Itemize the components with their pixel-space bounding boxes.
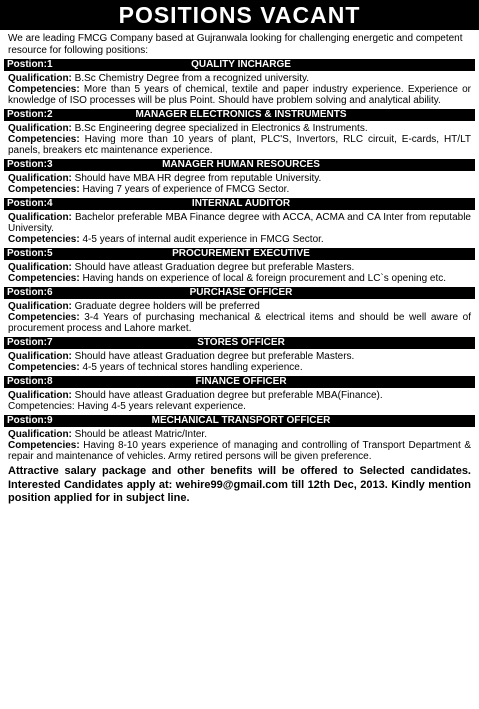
position-header bbox=[4, 198, 475, 210]
position-header bbox=[4, 59, 475, 71]
qualification-label: Qualification: bbox=[8, 73, 72, 84]
competencies-label: Competencies: bbox=[8, 440, 80, 451]
qualification-line bbox=[8, 173, 471, 184]
position-header bbox=[4, 248, 475, 260]
competencies-label: Competencies: bbox=[8, 312, 80, 323]
position-block bbox=[4, 159, 475, 195]
competencies-line bbox=[8, 401, 471, 412]
qualification-text: Graduate degree holders will be preferred bbox=[71, 301, 260, 312]
competencies-line bbox=[8, 184, 471, 195]
position-block bbox=[4, 109, 475, 156]
qualification-line bbox=[8, 123, 471, 134]
competencies-label: Competencies: bbox=[8, 134, 80, 145]
position-title: MECHANICAL TRANSPORT OFFICER bbox=[151, 415, 331, 426]
competencies-text: Having more than 10 years of plant, PLC'S, Invertors, RLC circuit, E-cards, HT/LT panels, breakers etc maintenance experience. bbox=[8, 134, 471, 156]
position-title: MANAGER HUMAN RESOURCES bbox=[162, 159, 320, 170]
qualification-text: Bachelor preferable MBA Finance degree with ACCA, ACMA and CA Inter from reputable University. bbox=[8, 212, 471, 234]
position-block bbox=[4, 59, 475, 106]
qualification-line bbox=[8, 301, 471, 312]
competencies-text: Having 7 years of experience of FMCG Sector. bbox=[79, 184, 290, 195]
page-title: POSITIONS VACANT bbox=[0, 0, 479, 30]
competencies-label: Competencies: bbox=[8, 234, 80, 245]
position-number: Postion:4 bbox=[7, 198, 53, 209]
position-title: INTERNAL AUDITOR bbox=[191, 198, 291, 209]
position-header bbox=[4, 415, 475, 427]
competencies-line bbox=[8, 362, 471, 373]
intro-text: We are leading FMCG Company based at Gujranwala looking for challenging energetic and competent resource for following positions: bbox=[8, 33, 463, 56]
competencies-text: More than 5 years of chemical, textile and paper industry experience. Experience or knowledge of ISO processes will be plus Point. Should have problem solving and analytical ability. bbox=[8, 84, 471, 106]
competencies-label: Competencies: bbox=[8, 401, 75, 412]
position-title: QUALITY INCHARGE bbox=[191, 59, 291, 70]
qualification-label: Qualification: bbox=[8, 301, 72, 312]
competencies-text: 4-5 years of internal audit experience in FMCG Sector. bbox=[79, 234, 324, 245]
qualification-line bbox=[8, 429, 471, 440]
qualification-label: Qualification: bbox=[8, 429, 72, 440]
competencies-label: Competencies: bbox=[8, 184, 80, 195]
position-number: Postion:2 bbox=[7, 109, 53, 120]
position-header bbox=[4, 159, 475, 171]
competencies-line bbox=[8, 273, 471, 284]
qualification-text: Should be atleast Matric/Inter. bbox=[71, 429, 207, 440]
position-number: Postion:6 bbox=[7, 287, 53, 298]
qualification-text: Should have atleast Graduation degree but preferable Masters. bbox=[71, 262, 355, 273]
qualification-text: B.Sc Engineering degree specialized in Electronics & Instruments. bbox=[71, 123, 368, 134]
position-block bbox=[4, 376, 475, 412]
qualification-line bbox=[8, 73, 471, 84]
qualification-label: Qualification: bbox=[8, 173, 72, 184]
position-title: STORES OFFICER bbox=[197, 337, 285, 348]
competencies-text: 3-4 Years of purchasing mechanical & electrical items and should be well aware of procurement process and Lahore market. bbox=[8, 312, 471, 334]
qualification-label: Qualification: bbox=[8, 123, 72, 134]
qualification-line bbox=[8, 262, 471, 273]
competencies-line bbox=[8, 84, 471, 106]
position-block bbox=[4, 337, 475, 373]
position-title: MANAGER ELECTRONICS & INSTRUMENTS bbox=[135, 109, 347, 120]
competencies-text: 4-5 years of technical stores handling experience. bbox=[79, 362, 303, 373]
qualification-line bbox=[8, 212, 471, 234]
position-block bbox=[4, 415, 475, 462]
competencies-text: Having 4-5 years relevant experience. bbox=[74, 401, 246, 412]
competencies-line bbox=[8, 134, 471, 156]
competencies-text: Having hands on experience of local & foreign procurement and LC`s opening etc. bbox=[79, 273, 447, 284]
position-block bbox=[4, 248, 475, 284]
position-block bbox=[4, 287, 475, 334]
competencies-label: Competencies: bbox=[8, 273, 80, 284]
position-number: Postion:7 bbox=[7, 337, 53, 348]
qualification-line bbox=[8, 390, 471, 401]
qualification-label: Qualification: bbox=[8, 212, 72, 223]
position-header bbox=[4, 287, 475, 299]
position-number: Postion:5 bbox=[7, 248, 53, 259]
competencies-line bbox=[8, 234, 471, 245]
position-header bbox=[4, 109, 475, 121]
position-title: PURCHASE OFFICER bbox=[189, 287, 293, 298]
position-number: Postion:1 bbox=[7, 59, 53, 70]
footer-text: Attractive salary package and other benefits will be offered to Selected candidates. Interested Candidates apply at: wehire99@gmail.com till 12th Dec, 2013. Kindly mention position applied for in subject line. bbox=[8, 465, 471, 504]
qualification-line bbox=[8, 351, 471, 362]
position-number: Postion:8 bbox=[7, 376, 53, 387]
position-header bbox=[4, 337, 475, 349]
competencies-line bbox=[8, 312, 471, 334]
qualification-label: Qualification: bbox=[8, 390, 72, 401]
competencies-label: Competencies: bbox=[8, 84, 80, 95]
qualification-label: Qualification: bbox=[8, 351, 72, 362]
qualification-text: Should have atleast Graduation degree but preferable Masters. bbox=[71, 351, 355, 362]
position-number: Postion:3 bbox=[7, 159, 53, 170]
qualification-text: Should have MBA HR degree from reputable University. bbox=[71, 173, 322, 184]
positions-list bbox=[4, 59, 475, 462]
competencies-text: Having 8-10 years experience of managing and controlling of Transport Department & repair and maintenance of vehicles. Army retired persons will be given preference. bbox=[8, 440, 471, 462]
position-block bbox=[4, 198, 475, 245]
position-title: PROCUREMENT EXECUTIVE bbox=[172, 248, 310, 259]
competencies-label: Competencies: bbox=[8, 362, 80, 373]
competencies-line bbox=[8, 440, 471, 462]
position-header bbox=[4, 376, 475, 388]
position-number: Postion:9 bbox=[7, 415, 53, 426]
position-title: FINANCE OFFICER bbox=[195, 376, 287, 387]
qualification-label: Qualification: bbox=[8, 262, 72, 273]
qualification-text: Should have atleast Graduation degree but preferable MBA(Finance). bbox=[71, 390, 383, 401]
qualification-text: B.Sc Chemistry Degree from a recognized university. bbox=[71, 73, 310, 84]
